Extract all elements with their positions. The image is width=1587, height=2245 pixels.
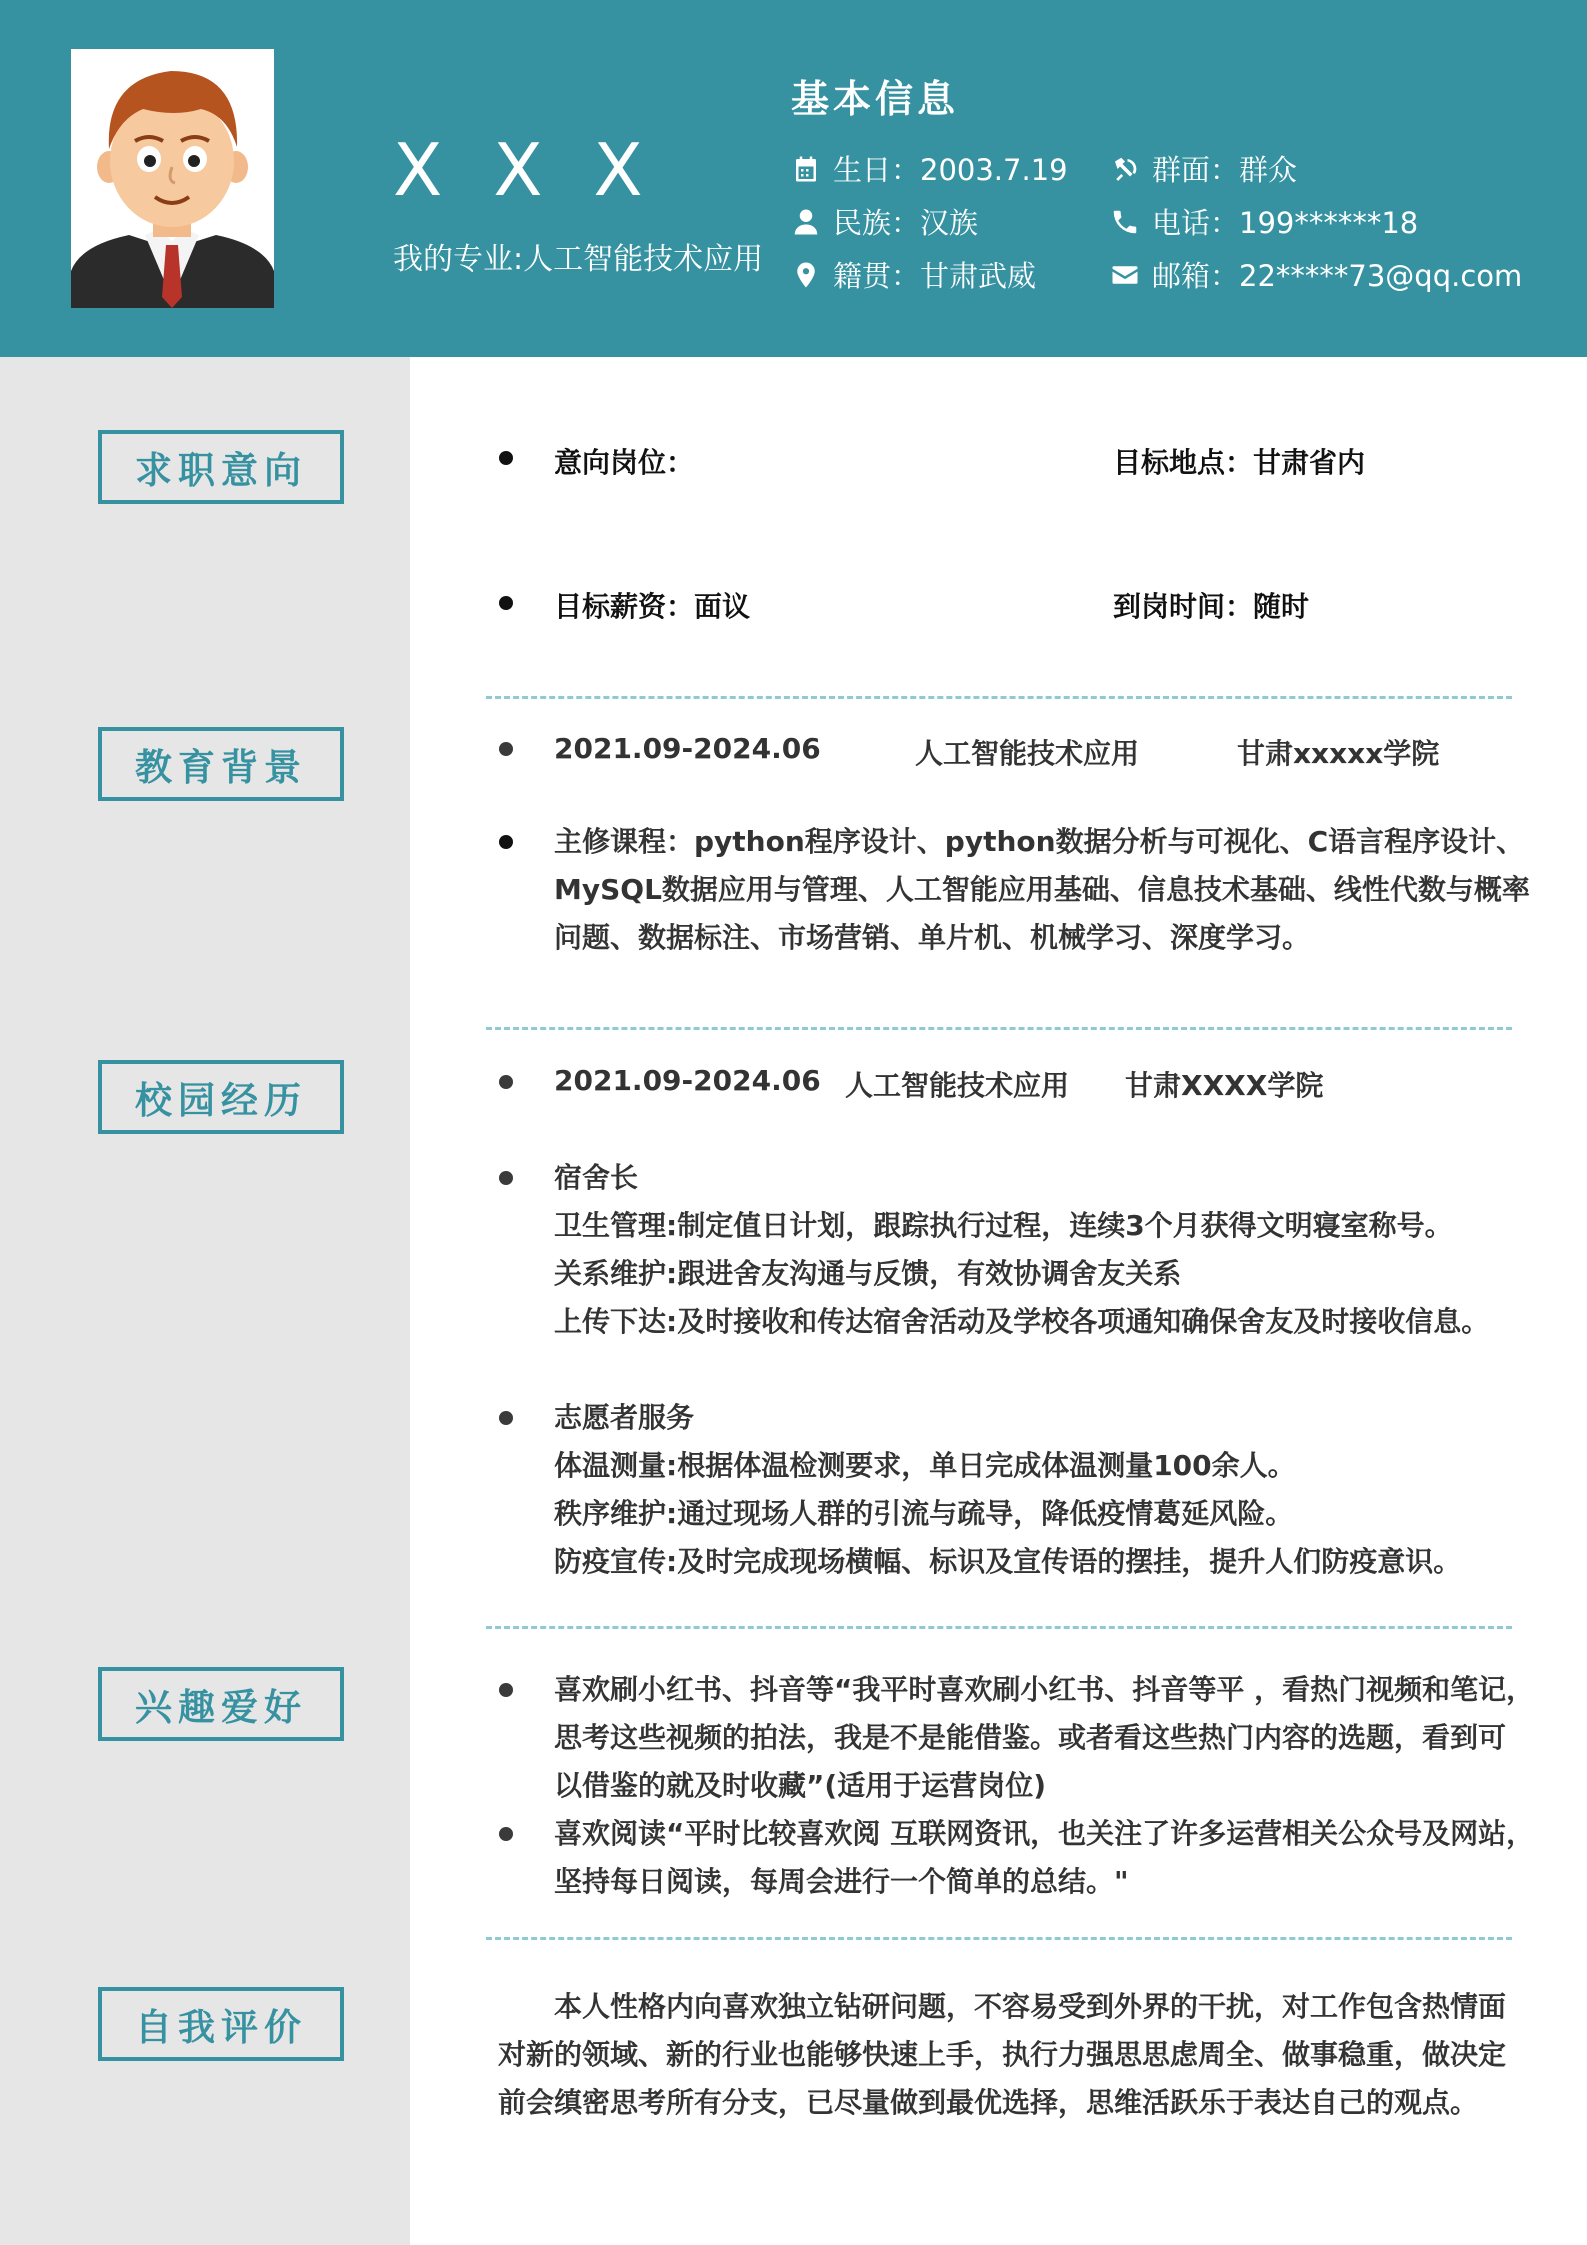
hobby-line: 喜欢刷小红书、抖音等“我平时喜欢刷小红书、抖音等平 ，看热门视频和笔记， (554, 1673, 1535, 1706)
job-arrival: 到岗时间：随时 (1113, 590, 1310, 623)
person-icon (791, 207, 821, 237)
hobby-line: 以借鉴的就及时收藏”(适用于运营岗位) (554, 1769, 1046, 1802)
section-label-hobbies: 兴趣爱好 (98, 1667, 344, 1741)
section-label-self-evaluation: 自我评价 (98, 1987, 344, 2061)
section-divider (486, 1937, 1512, 1940)
envelope-icon (1110, 260, 1140, 290)
role-title: 宿舍长 (554, 1161, 639, 1194)
campus-school: 甘肃XXXX学院 (1125, 1069, 1324, 1102)
info-birthday (791, 148, 1068, 189)
edu-courses-line: 主修课程：python程序设计、python数据分析与可视化、C语言程序设计、 (554, 825, 1525, 858)
self-eval-line: 本人性格内向喜欢独立钻研问题，不容易受到外界的干扰，对工作包含热情面 (554, 1990, 1507, 2023)
section-divider (486, 1626, 1512, 1629)
self-eval-line: 对新的领域、新的行业也能够快速上手，执行力强思思虑周全、做事稳重，做决定 (498, 2038, 1507, 2071)
info-birthday-text: 生日：2003.7.19 (833, 153, 1068, 187)
bullet-dot (499, 596, 513, 610)
campus-major: 人工智能技术应用 (845, 1069, 1070, 1102)
hobby-item-1 (554, 1666, 1534, 1810)
hobby-line: 思考这些视频的拍法，我是不是能借鉴。或者看这些热门内容的选题，看到可 (554, 1721, 1507, 1754)
location-pin-icon (791, 260, 821, 290)
edu-period: 2021.09-2024.06 (554, 732, 821, 765)
bullet-dot (499, 1411, 513, 1425)
hobby-item-2 (554, 1810, 1534, 1906)
candidate-name: X X X (393, 128, 657, 212)
info-phone-text: 电话：199******18 (1152, 206, 1419, 240)
info-politics-text: 群面：群众 (1152, 153, 1298, 187)
edu-major: 人工智能技术应用 (915, 737, 1140, 770)
campus-role-dorm-leader (554, 1154, 1489, 1346)
job-salary: 目标薪资：面议 (554, 590, 751, 623)
info-phone (1110, 201, 1418, 242)
self-evaluation-text (498, 1983, 1506, 2127)
header-banner (0, 0, 1587, 357)
calendar-icon (791, 154, 821, 184)
section-divider (486, 696, 1512, 699)
edu-school: 甘肃xxxxx学院 (1237, 737, 1440, 770)
bullet-dot (499, 742, 513, 756)
hobby-line: 喜欢阅读“平时比较喜欢阅 互联网资讯，也关注了许多运营相关公众号及网站， (554, 1817, 1535, 1850)
job-position: 意向岗位： (554, 446, 695, 479)
role-line: 关系维护:跟进舍友沟通与反馈，有效协调舍友关系 (554, 1257, 1182, 1290)
job-location: 目标地点：甘肃省内 (1113, 446, 1366, 479)
section-divider (486, 1027, 1512, 1030)
info-origin (791, 254, 1036, 295)
hobby-line: 坚持每日阅读，每周会进行一个简单的总结。" (554, 1865, 1129, 1898)
info-email-text: 邮箱：22*****73@qq.com (1152, 259, 1523, 293)
candidate-major: 我的专业:人工智能技术应用 (393, 242, 764, 277)
avatar-illustration (71, 49, 274, 308)
role-line: 防疫宣传:及时完成现场横幅、标识及宣传语的摆挂，提升人们防疫意识。 (554, 1545, 1462, 1578)
role-line: 体温测量:根据体温检测要求，单日完成体温测量100余人。 (554, 1449, 1296, 1482)
profile-photo (71, 49, 274, 308)
bullet-dot (499, 451, 513, 465)
role-line: 上传下达:及时接收和传达宿舍活动及学校各项通知确保舍友及时接收信息。 (554, 1305, 1490, 1338)
phone-icon (1110, 207, 1140, 237)
bullet-dot (499, 1075, 513, 1089)
left-sidebar (0, 357, 410, 2245)
role-line: 卫生管理:制定值日计划，跟踪执行过程，连续3个月获得文明寝室称号。 (554, 1209, 1453, 1242)
campus-role-volunteer (554, 1394, 1461, 1586)
section-label-campus-experience: 校园经历 (98, 1060, 344, 1134)
campus-period: 2021.09-2024.06 (554, 1064, 821, 1097)
bullet-dot (499, 1827, 513, 1841)
bullet-dot (499, 1683, 513, 1697)
basic-info-title: 基本信息 (791, 77, 960, 121)
info-politics (1110, 148, 1297, 189)
role-line: 秩序维护:通过现场人群的引流与疏导，降低疫情葛延风险。 (554, 1497, 1294, 1530)
bullet-dot (499, 835, 513, 849)
role-title: 志愿者服务 (554, 1401, 695, 1434)
section-label-education: 教育背景 (98, 727, 344, 801)
bullet-dot (499, 1171, 513, 1185)
edu-courses-line: MySQL数据应用与管理、人工智能应用基础、信息技术基础、线性代数与概率 (554, 873, 1530, 906)
self-eval-line: 前会缜密思考所有分支，已尽量做到最优选择，思维活跃乐于表达自己的观点。 (498, 2086, 1479, 2119)
info-email (1110, 254, 1522, 295)
info-ethnicity-text: 民族：汉族 (833, 206, 979, 240)
hammer-sickle-icon (1110, 154, 1140, 184)
edu-courses-line: 问题、数据标注、市场营销、单片机、机械学习、深度学习。 (554, 921, 1311, 954)
edu-courses (554, 818, 1530, 962)
info-origin-text: 籍贯：甘肃武威 (833, 259, 1037, 293)
info-ethnicity (791, 201, 978, 242)
section-label-job-intention: 求职意向 (98, 430, 344, 504)
